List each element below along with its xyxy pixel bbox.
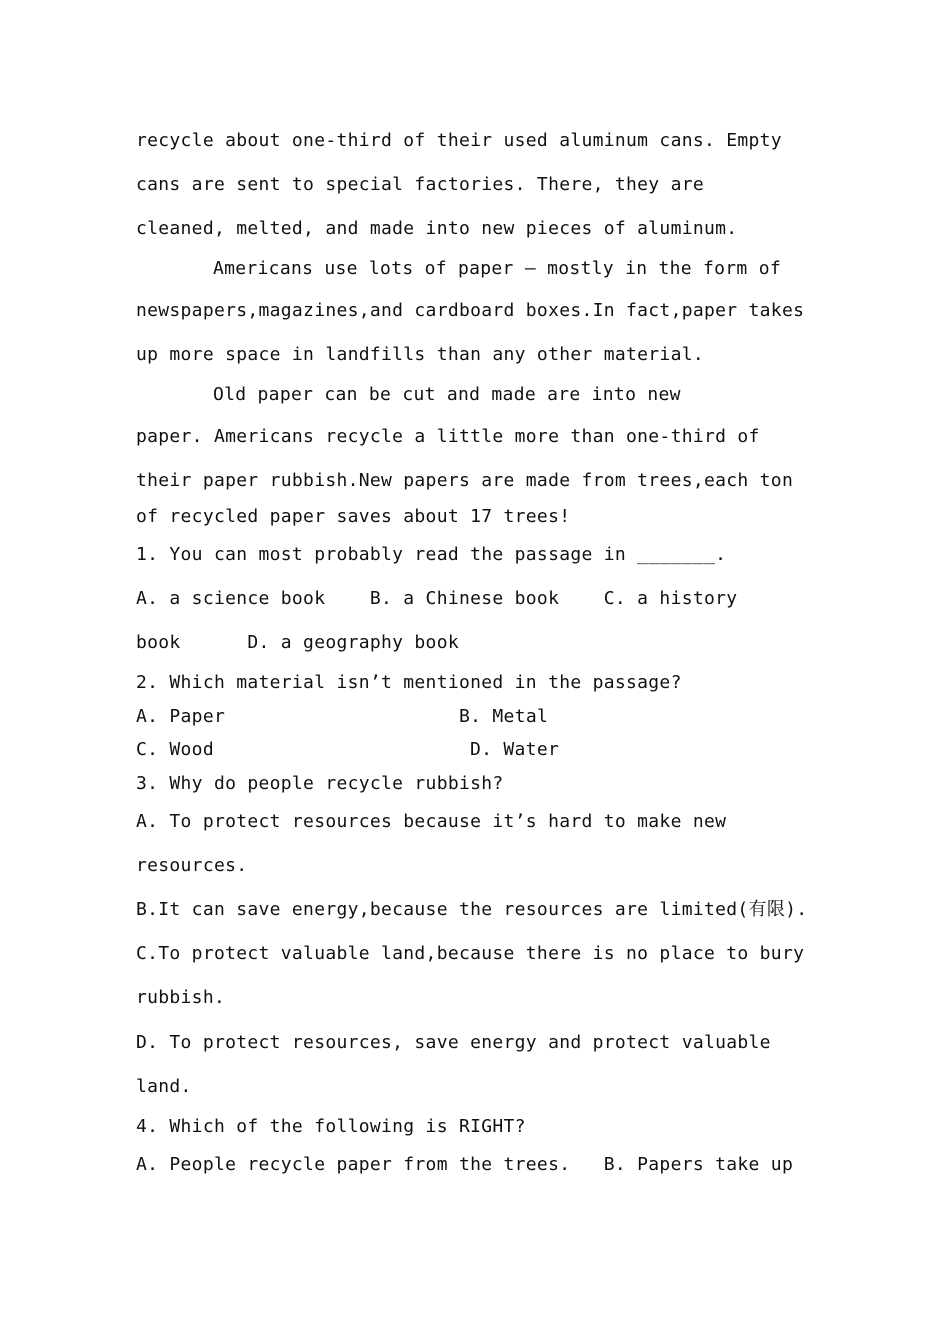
question-3-option-c: rubbish. [136,987,226,1008]
passage-line: recycle about one-third of their used aluminum cans. Empty [136,130,782,151]
question-1-stem: 1. You can most probably read the passage in _______. [136,544,727,565]
question-1-options: book D. a geography book [136,632,459,653]
question-2-stem: 2. Which material isn’t mentioned in the passage? [136,672,682,693]
question-3-option-d: D. To protect resources, save energy and protect valuable [136,1032,771,1053]
passage-line: cleaned, melted, and made into new pieces of aluminum. [136,218,738,239]
question-3-option-c: C.To protect valuable land,because there is no place to bury [136,943,805,964]
question-3-option-b: B.It can save energy,because the resources are limited(有限). [136,899,808,920]
question-4-stem: 4. Which of the following is RIGHT? [136,1116,526,1137]
question-2-option-b: B. Metal [459,706,549,727]
question-3-option-a: resources. [136,855,248,876]
question-1-options: A. a science book B. a Chinese book C. a history [136,588,738,609]
question-2-option-a: A. Paper [136,706,226,727]
question-3-option-a: A. To protect resources because it’s hard to make new [136,811,727,832]
passage-line: Americans use lots of paper — mostly in the form of [213,258,781,279]
question-2-option-d: D. Water [470,739,560,760]
passage-line: paper. Americans recycle a little more than one-third of [136,426,760,447]
passage-line: their paper rubbish.New papers are made from trees,each ton [136,470,794,491]
question-2-option-c: C. Wood [136,739,214,760]
passage-line: Old paper can be cut and made are into new [213,384,681,405]
passage-line: cans are sent to special factories. There, they are [136,174,704,195]
passage-line: of recycled paper saves about 17 trees! [136,506,571,527]
question-3-option-d: land. [136,1076,192,1097]
passage-line: newspapers,magazines,and cardboard boxes.In fact,paper takes [136,300,805,321]
question-4-options: A. People recycle paper from the trees. B. Papers take up [136,1154,794,1175]
question-3-stem: 3. Why do people recycle rubbish? [136,773,504,794]
passage-line: up more space in landfills than any other material. [136,344,704,365]
